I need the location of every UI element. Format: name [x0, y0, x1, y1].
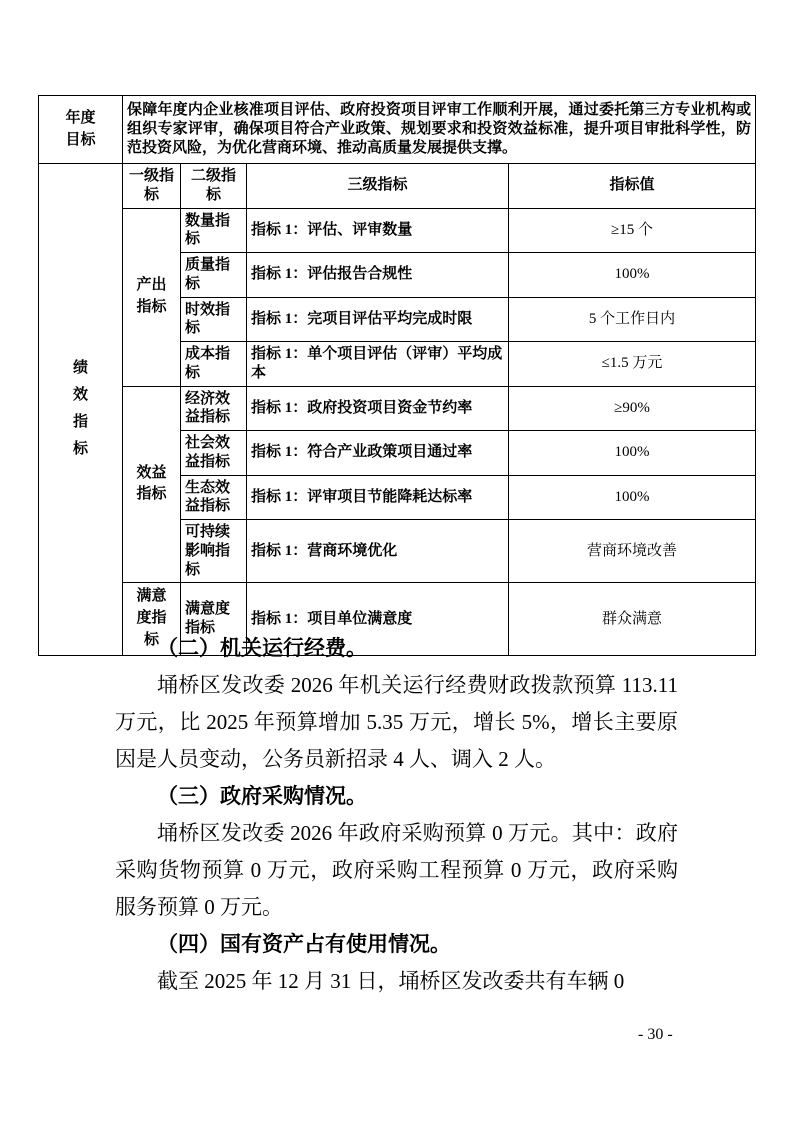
level2-cell: 经济效益指标 — [181, 386, 247, 431]
group-satisfaction-label: 满意度指标 — [123, 583, 181, 655]
performance-label: 绩效指标 — [72, 360, 88, 458]
level2-cell: 时效指标 — [181, 297, 247, 342]
value-cell: 100% — [509, 253, 756, 298]
indicator-row — [39, 386, 756, 431]
indicator-header-row — [39, 164, 756, 209]
level3-cell: 指标 1：评审项目节能降耗达标率 — [247, 475, 509, 520]
header-level3: 三级指标 — [247, 164, 509, 209]
level2-cell: 社会效益指标 — [181, 431, 247, 476]
annual-goal-text: 保障年度内企业核准项目评估、政府投资项目评审工作顺利开展，通过委托第三方专业机构或组织专家评审，确保项目符合产业政策、规划要求和投资效益标准，提升项目审批科学性，防范投资风险，为优化营商环境、推动高质量发展提供支撑。 — [123, 96, 756, 164]
value-cell: 5 个工作日内 — [509, 297, 756, 342]
indicator-row — [39, 208, 756, 253]
level3-cell: 指标 1：评估报告合规性 — [247, 253, 509, 298]
section-paragraph-4: 截至 2025 年 12 月 31 日，埇桥区发改委共有车辆 0 — [157, 969, 625, 993]
performance-label-cell — [39, 164, 123, 656]
level3-cell: 指标 1：政府投资项目资金节约率 — [247, 386, 509, 431]
value-cell: 100% — [509, 475, 756, 520]
section-heading-4: （四）国有资产占有使用情况。 — [157, 932, 451, 956]
value-cell: 100% — [509, 431, 756, 476]
level3-cell: 指标 1：项目单位满意度 — [247, 583, 509, 655]
section-paragraph-2: 埇桥区发改委 2026 年机关运行经费财政拨款预算 113.11 万元，比 2025 年预算增加 5.35 万元，增长 5%，增长主要原因是人员变动，公务员新招录 4 人、调入 2 人。 — [115, 673, 678, 771]
level2-cell: 生态效益指标 — [181, 475, 247, 520]
performance-indicator-table — [38, 95, 756, 656]
annual-goal-label: 年度目标 — [65, 109, 96, 148]
level2-cell: 数量指标 — [181, 208, 247, 253]
group-output-label: 产出指标 — [123, 208, 181, 386]
level2-cell: 可持续影响指标 — [181, 520, 247, 583]
section-heading-3: （三）政府采购情况。 — [157, 784, 367, 808]
header-value: 指标值 — [509, 164, 756, 209]
body-text — [115, 630, 678, 1000]
level2-cell: 成本指标 — [181, 342, 247, 387]
group-benefit-label: 效益指标 — [123, 386, 181, 583]
page-number: - 30 - — [638, 1026, 673, 1043]
level3-cell: 指标 1：完项目评估平均完成时限 — [247, 297, 509, 342]
value-cell: ≤1.5 万元 — [509, 342, 756, 387]
header-level2: 二级指标 — [181, 164, 247, 209]
level2-cell: 质量指标 — [181, 253, 247, 298]
level2-cell: 满意度指标 — [181, 583, 247, 655]
level3-cell: 指标 1：营商环境优化 — [247, 520, 509, 583]
value-cell: 群众满意 — [509, 583, 756, 655]
header-level1: 一级指标 — [123, 164, 181, 209]
level3-cell: 指标 1：评估、评审数量 — [247, 208, 509, 253]
value-cell: ≥90% — [509, 386, 756, 431]
value-cell: ≥15 个 — [509, 208, 756, 253]
value-cell: 营商环境改善 — [509, 520, 756, 583]
level3-cell: 指标 1：单个项目评估（评审）平均成本 — [247, 342, 509, 387]
section-heading-2: （二）机关运行经费。 — [157, 636, 367, 660]
annual-goal-label-cell — [39, 96, 123, 164]
annual-goal-row — [39, 96, 756, 164]
section-paragraph-3: 埇桥区发改委 2026 年政府采购预算 0 万元。其中：政府采购货物预算 0 万元，政府采购工程预算 0 万元，政府采购服务预算 0 万元。 — [115, 821, 678, 919]
level3-cell: 指标 1：符合产业政策项目通过率 — [247, 431, 509, 476]
